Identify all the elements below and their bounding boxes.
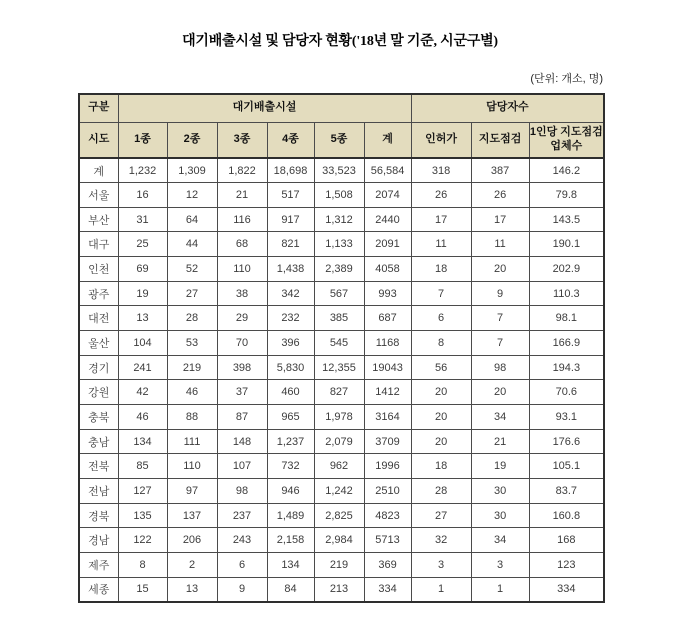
page-title: 대기배출시설 및 담당자 현황('18년 말 기준, 시군구별) [182, 34, 498, 49]
value-cell: 18,698 [267, 158, 314, 183]
value-cell: 2091 [364, 232, 411, 257]
value-cell: 965 [267, 405, 314, 430]
value-cell: 176.6 [529, 429, 604, 454]
value-cell: 8 [118, 553, 167, 578]
value-cell: 83.7 [529, 479, 604, 504]
value-cell: 13 [167, 577, 217, 602]
header-inspection: 지도점검 [471, 122, 529, 158]
region-cell: 계 [79, 158, 118, 183]
value-cell: 15 [118, 577, 167, 602]
table-row [79, 528, 604, 553]
value-cell: 1,438 [267, 257, 314, 282]
value-cell: 827 [314, 380, 364, 405]
value-cell: 917 [267, 207, 314, 232]
value-cell: 2,079 [314, 429, 364, 454]
value-cell: 56 [411, 355, 471, 380]
value-cell: 46 [167, 380, 217, 405]
value-cell: 27 [411, 503, 471, 528]
value-cell: 143.5 [529, 207, 604, 232]
value-cell: 122 [118, 528, 167, 553]
table-row [79, 158, 604, 183]
value-cell: 28 [167, 306, 217, 331]
value-cell: 232 [267, 306, 314, 331]
value-cell: 206 [167, 528, 217, 553]
value-cell: 202.9 [529, 257, 604, 282]
region-cell: 충남 [79, 429, 118, 454]
value-cell: 2,984 [314, 528, 364, 553]
value-cell: 20 [411, 429, 471, 454]
value-cell: 46 [118, 405, 167, 430]
value-cell: 190.1 [529, 232, 604, 257]
header-class1: 1종 [118, 122, 167, 158]
value-cell: 19 [118, 281, 167, 306]
unit-note: (단위: 개소, 명) [530, 73, 603, 85]
value-cell: 1,309 [167, 158, 217, 183]
value-cell: 52 [167, 257, 217, 282]
value-cell: 1996 [364, 454, 411, 479]
region-cell: 경기 [79, 355, 118, 380]
value-cell: 21 [471, 429, 529, 454]
table-row [79, 207, 604, 232]
value-cell: 369 [364, 553, 411, 578]
value-cell: 70 [217, 331, 267, 356]
table-header [79, 94, 604, 158]
value-cell: 30 [471, 503, 529, 528]
value-cell: 98 [471, 355, 529, 380]
value-cell: 946 [267, 479, 314, 504]
region-cell: 울산 [79, 331, 118, 356]
value-cell: 732 [267, 454, 314, 479]
region-cell: 경북 [79, 503, 118, 528]
value-cell: 2074 [364, 183, 411, 208]
value-cell: 44 [167, 232, 217, 257]
region-cell: 세종 [79, 577, 118, 602]
region-cell: 서울 [79, 183, 118, 208]
value-cell: 1,489 [267, 503, 314, 528]
table-body [79, 158, 604, 602]
value-cell: 160.8 [529, 503, 604, 528]
table-row [79, 306, 604, 331]
header-class2: 2종 [167, 122, 217, 158]
value-cell: 20 [471, 380, 529, 405]
value-cell: 70.6 [529, 380, 604, 405]
value-cell: 17 [471, 207, 529, 232]
table-row [79, 331, 604, 356]
value-cell: 93.1 [529, 405, 604, 430]
value-cell: 84 [267, 577, 314, 602]
value-cell: 166.9 [529, 331, 604, 356]
header-per-person: 1인당 지도점검 업체수 [529, 122, 604, 158]
region-cell: 제주 [79, 553, 118, 578]
value-cell: 42 [118, 380, 167, 405]
region-cell: 강원 [79, 380, 118, 405]
header-total: 계 [364, 122, 411, 158]
value-cell: 8 [411, 331, 471, 356]
value-cell: 134 [118, 429, 167, 454]
value-cell: 26 [411, 183, 471, 208]
region-cell: 광주 [79, 281, 118, 306]
region-cell: 경남 [79, 528, 118, 553]
value-cell: 9 [471, 281, 529, 306]
value-cell: 342 [267, 281, 314, 306]
header-category: 구분 [79, 94, 118, 122]
emissions-status-table [78, 93, 605, 603]
value-cell: 168 [529, 528, 604, 553]
value-cell: 3 [411, 553, 471, 578]
value-cell: 110 [167, 454, 217, 479]
value-cell: 135 [118, 503, 167, 528]
value-cell: 38 [217, 281, 267, 306]
value-cell: 110.3 [529, 281, 604, 306]
value-cell: 1,508 [314, 183, 364, 208]
value-cell: 334 [529, 577, 604, 602]
value-cell: 32 [411, 528, 471, 553]
value-cell: 7 [411, 281, 471, 306]
value-cell: 3 [471, 553, 529, 578]
value-cell: 110 [217, 257, 267, 282]
value-cell: 3709 [364, 429, 411, 454]
header-group-row [79, 94, 604, 122]
value-cell: 88 [167, 405, 217, 430]
value-cell: 107 [217, 454, 267, 479]
table-row [79, 503, 604, 528]
region-cell: 전남 [79, 479, 118, 504]
value-cell: 28 [411, 479, 471, 504]
value-cell: 2,825 [314, 503, 364, 528]
value-cell: 64 [167, 207, 217, 232]
value-cell: 11 [471, 232, 529, 257]
value-cell: 1 [471, 577, 529, 602]
header-class3: 3종 [217, 122, 267, 158]
value-cell: 243 [217, 528, 267, 553]
value-cell: 137 [167, 503, 217, 528]
table-row [79, 429, 604, 454]
table-row [79, 257, 604, 282]
value-cell: 993 [364, 281, 411, 306]
value-cell: 13 [118, 306, 167, 331]
value-cell: 2 [167, 553, 217, 578]
value-cell: 5,830 [267, 355, 314, 380]
value-cell: 1,242 [314, 479, 364, 504]
value-cell: 105.1 [529, 454, 604, 479]
value-cell: 56,584 [364, 158, 411, 183]
value-cell: 79.8 [529, 183, 604, 208]
value-cell: 11 [411, 232, 471, 257]
header-region: 시도 [79, 122, 118, 158]
region-cell: 전북 [79, 454, 118, 479]
value-cell: 1168 [364, 331, 411, 356]
table-row [79, 355, 604, 380]
value-cell: 1,978 [314, 405, 364, 430]
value-cell: 2,158 [267, 528, 314, 553]
value-cell: 517 [267, 183, 314, 208]
table-row [79, 232, 604, 257]
value-cell: 148 [217, 429, 267, 454]
region-cell: 충북 [79, 405, 118, 430]
value-cell: 21 [217, 183, 267, 208]
value-cell: 460 [267, 380, 314, 405]
value-cell: 219 [314, 553, 364, 578]
header-columns-row [79, 122, 604, 158]
value-cell: 5713 [364, 528, 411, 553]
value-cell: 219 [167, 355, 217, 380]
value-cell: 30 [471, 479, 529, 504]
value-cell: 123 [529, 553, 604, 578]
value-cell: 7 [471, 306, 529, 331]
value-cell: 104 [118, 331, 167, 356]
value-cell: 194.3 [529, 355, 604, 380]
value-cell: 97 [167, 479, 217, 504]
value-cell: 396 [267, 331, 314, 356]
value-cell: 20 [411, 405, 471, 430]
table-row [79, 577, 604, 602]
value-cell: 19043 [364, 355, 411, 380]
value-cell: 6 [217, 553, 267, 578]
header-staff-group: 담당자수 [411, 94, 604, 122]
value-cell: 18 [411, 257, 471, 282]
value-cell: 6 [411, 306, 471, 331]
value-cell: 4823 [364, 503, 411, 528]
table-row [79, 281, 604, 306]
header-permit: 인허가 [411, 122, 471, 158]
value-cell: 12,355 [314, 355, 364, 380]
value-cell: 398 [217, 355, 267, 380]
value-cell: 1,133 [314, 232, 364, 257]
value-cell: 29 [217, 306, 267, 331]
value-cell: 16 [118, 183, 167, 208]
value-cell: 116 [217, 207, 267, 232]
value-cell: 69 [118, 257, 167, 282]
value-cell: 687 [364, 306, 411, 331]
value-cell: 34 [471, 405, 529, 430]
table-row [79, 454, 604, 479]
value-cell: 334 [364, 577, 411, 602]
table-row [79, 380, 604, 405]
value-cell: 134 [267, 553, 314, 578]
value-cell: 87 [217, 405, 267, 430]
value-cell: 545 [314, 331, 364, 356]
region-cell: 대전 [79, 306, 118, 331]
header-class4: 4종 [267, 122, 314, 158]
table-row [79, 405, 604, 430]
value-cell: 27 [167, 281, 217, 306]
value-cell: 318 [411, 158, 471, 183]
value-cell: 98.1 [529, 306, 604, 331]
region-cell: 대구 [79, 232, 118, 257]
table-row [79, 183, 604, 208]
table-row [79, 479, 604, 504]
value-cell: 19 [471, 454, 529, 479]
value-cell: 34 [471, 528, 529, 553]
value-cell: 9 [217, 577, 267, 602]
value-cell: 1,312 [314, 207, 364, 232]
value-cell: 37 [217, 380, 267, 405]
value-cell: 2440 [364, 207, 411, 232]
value-cell: 146.2 [529, 158, 604, 183]
value-cell: 12 [167, 183, 217, 208]
value-cell: 53 [167, 331, 217, 356]
value-cell: 25 [118, 232, 167, 257]
value-cell: 1,822 [217, 158, 267, 183]
value-cell: 68 [217, 232, 267, 257]
value-cell: 2,389 [314, 257, 364, 282]
value-cell: 387 [471, 158, 529, 183]
region-cell: 부산 [79, 207, 118, 232]
value-cell: 33,523 [314, 158, 364, 183]
value-cell: 2510 [364, 479, 411, 504]
value-cell: 20 [411, 380, 471, 405]
value-cell: 7 [471, 331, 529, 356]
value-cell: 3164 [364, 405, 411, 430]
value-cell: 31 [118, 207, 167, 232]
value-cell: 1 [411, 577, 471, 602]
value-cell: 567 [314, 281, 364, 306]
header-class5: 5종 [314, 122, 364, 158]
value-cell: 17 [411, 207, 471, 232]
value-cell: 1412 [364, 380, 411, 405]
value-cell: 213 [314, 577, 364, 602]
header-facilities-group: 대기배출시설 [118, 94, 411, 122]
value-cell: 4058 [364, 257, 411, 282]
value-cell: 85 [118, 454, 167, 479]
value-cell: 127 [118, 479, 167, 504]
value-cell: 1,232 [118, 158, 167, 183]
value-cell: 385 [314, 306, 364, 331]
value-cell: 821 [267, 232, 314, 257]
value-cell: 237 [217, 503, 267, 528]
value-cell: 1,237 [267, 429, 314, 454]
value-cell: 962 [314, 454, 364, 479]
table-row [79, 553, 604, 578]
region-cell: 인천 [79, 257, 118, 282]
value-cell: 26 [471, 183, 529, 208]
value-cell: 18 [411, 454, 471, 479]
value-cell: 241 [118, 355, 167, 380]
value-cell: 20 [471, 257, 529, 282]
value-cell: 98 [217, 479, 267, 504]
value-cell: 111 [167, 429, 217, 454]
